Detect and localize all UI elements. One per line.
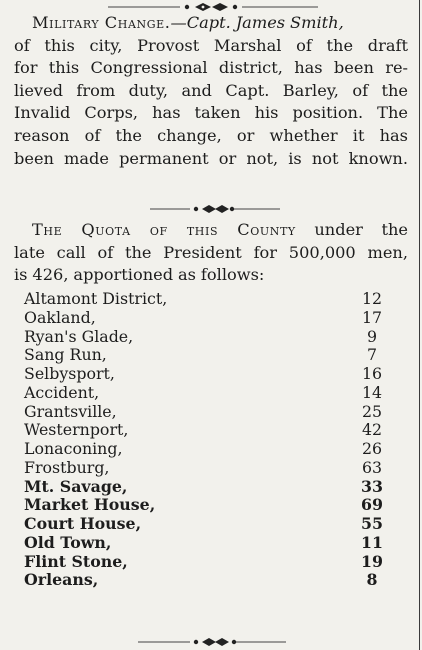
district-name: Flint Stone, xyxy=(24,551,128,571)
article-1-line: reason of the change, or whether it has xyxy=(14,125,408,145)
quota-row xyxy=(24,515,392,534)
article-1-line: been made permanent or not, is not known. xyxy=(14,148,408,168)
district-quota: 63 xyxy=(361,457,383,477)
column-rule xyxy=(419,0,420,650)
district-quota: 12 xyxy=(361,289,383,308)
article-2-first-line xyxy=(14,219,408,242)
district-name: Westernport, xyxy=(24,420,129,440)
article-military-change xyxy=(14,12,408,170)
district-quota: 33 xyxy=(361,476,383,496)
quota-row xyxy=(24,365,392,384)
quota-row xyxy=(24,553,392,572)
district-quota: 16 xyxy=(361,364,383,383)
district-quota: 8 xyxy=(366,570,378,590)
district-name: Accident, xyxy=(24,382,100,402)
article-2-line: is 426, apportioned as follows: xyxy=(14,265,265,285)
middle-ornament-divider xyxy=(0,203,422,215)
quota-row xyxy=(24,478,392,497)
quota-row xyxy=(24,440,392,459)
quota-row xyxy=(24,403,392,422)
article-2-heading: The Quota of this County xyxy=(32,220,296,239)
quota-row xyxy=(24,309,392,328)
district-quota: 7 xyxy=(366,345,378,365)
district-name: Sang Run, xyxy=(24,345,107,365)
quota-row xyxy=(24,496,392,515)
bottom-ornament-divider xyxy=(0,636,422,648)
quota-table xyxy=(24,290,392,590)
district-name: Ryan's Glade, xyxy=(24,326,134,346)
district-name: Selbysport, xyxy=(24,364,115,383)
district-name: Orleans, xyxy=(24,570,99,590)
quota-row xyxy=(24,459,392,478)
article-1-line: for this Congressional district, has been re- xyxy=(14,58,408,78)
district-quota: 11 xyxy=(361,532,383,552)
district-quota: 69 xyxy=(361,495,383,515)
district-quota: 26 xyxy=(361,439,383,458)
quota-row xyxy=(24,290,392,309)
district-name: Grantsville, xyxy=(24,401,117,421)
district-name: Frostburg, xyxy=(24,457,110,477)
district-quota: 42 xyxy=(361,420,383,440)
quota-row xyxy=(24,421,392,440)
article-1-line: of this city, Provost Marshal of the draft xyxy=(14,35,408,55)
district-quota: 25 xyxy=(361,401,383,421)
district-name: Altamont District, xyxy=(24,289,168,308)
article-1-heading: Military Change. xyxy=(32,13,171,32)
quota-row xyxy=(24,384,392,403)
district-name: Oakland, xyxy=(24,307,96,327)
district-name: Old Town, xyxy=(24,532,112,552)
district-name: Lonaconing, xyxy=(24,439,123,458)
quota-row xyxy=(24,346,392,365)
district-quota: 14 xyxy=(361,382,383,402)
article-quota xyxy=(14,219,408,287)
district-quota: 19 xyxy=(361,551,383,571)
article-1-first-line xyxy=(14,12,408,35)
quota-row xyxy=(24,328,392,347)
district-name: Court House, xyxy=(24,514,142,533)
article-1-line: lieved from duty, and Capt. Barley, of the xyxy=(14,80,408,100)
district-quota: 9 xyxy=(366,326,378,346)
article-1-line: Invalid Corps, has taken his position. The xyxy=(14,103,408,123)
quota-row xyxy=(24,571,392,590)
article-2-line: late call of the President for 500,000 men, xyxy=(14,242,408,262)
district-name: Market House, xyxy=(24,495,156,515)
district-quota: 55 xyxy=(361,514,383,533)
district-quota: 17 xyxy=(361,307,383,327)
article-2-line: under the xyxy=(314,220,408,239)
article-1-line: —Capt. James Smith, xyxy=(170,13,344,32)
district-name: Mt. Savage, xyxy=(24,476,128,496)
quota-row xyxy=(24,534,392,553)
